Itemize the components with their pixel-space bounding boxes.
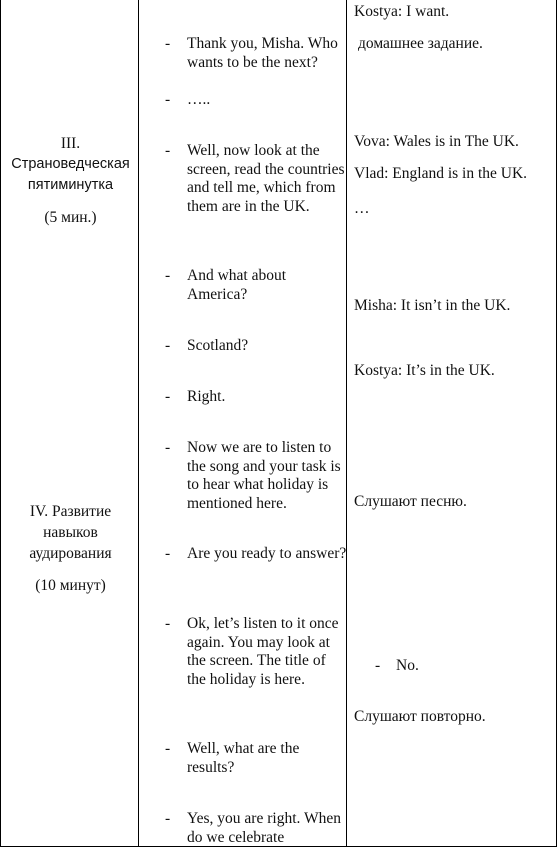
stage-title-line: IV. Развитие: [29, 503, 112, 520]
bullet-dash: -: [165, 142, 171, 159]
stage-title-line: навыков: [43, 524, 98, 541]
student-line: Misha: It isn’t in the UK.: [354, 297, 511, 314]
teacher-line-text: Thank you, Misha. Who wants to be the next?: [187, 35, 338, 71]
student-line: Vlad: England is in the UK.: [354, 165, 528, 182]
stage-duration: (5 мин.): [44, 209, 97, 226]
bullet-dash: -: [165, 337, 171, 354]
student-line: No.: [396, 657, 419, 674]
stage-title-line: пятиминутка: [27, 177, 114, 193]
student-line: Vova: Wales is in The UK.: [354, 133, 519, 150]
stage-heading: [2, 501, 139, 596]
student-line: Слушают повторно.: [354, 708, 486, 725]
teacher-line-text: Yes, you are right. When do we celebrate: [187, 810, 341, 846]
column-divider-right: [346, 0, 347, 847]
teacher-line-text: Well, now look at the screen, read the countries and tell me, which from them are in the UK.: [187, 142, 345, 215]
teacher-line-text: Well, what are the results?: [187, 740, 300, 776]
stage-title-line: Страноведческая: [11, 156, 130, 172]
bullet-dash: -: [165, 615, 171, 632]
stage-title-line: III.: [60, 135, 81, 152]
student-line: домашнее задание.: [358, 35, 483, 52]
teacher-line-text: Scotland?: [187, 337, 249, 354]
bullet-dash: -: [165, 810, 171, 827]
bullet-dash: -: [375, 657, 381, 674]
teacher-line-text: …..: [187, 91, 211, 108]
bullet-dash: -: [165, 545, 171, 562]
student-line: Слушают песню.: [354, 493, 467, 510]
student-line: …: [354, 200, 370, 217]
bullet-dash: -: [165, 740, 171, 757]
bullet-dash: -: [165, 388, 171, 405]
teacher-line-text: Ok, let’s listen to it once again. You may look at the screen. The title of the holiday is here.: [187, 615, 339, 688]
teacher-line-text: Right.: [187, 388, 226, 405]
stage-title-line: аудирования: [29, 545, 112, 562]
bullet-dash: -: [165, 267, 171, 284]
teacher-line-text: And what about America?: [187, 267, 287, 303]
student-line: Kostya: I want.: [354, 3, 450, 20]
stage-duration: (10 минут): [35, 577, 106, 594]
teacher-line-text: Are you ready to answer?: [187, 545, 347, 562]
bullet-dash: -: [165, 439, 171, 456]
student-line: Kostya: It’s in the UK.: [354, 362, 495, 379]
teacher-line-text: Now we are to listen to the song and your task is to hear what holiday is mentioned here.: [187, 439, 341, 512]
bullet-dash: -: [165, 35, 171, 52]
stage-heading: [2, 133, 139, 228]
column-divider-left: [138, 0, 139, 847]
bullet-dash: -: [165, 91, 171, 108]
